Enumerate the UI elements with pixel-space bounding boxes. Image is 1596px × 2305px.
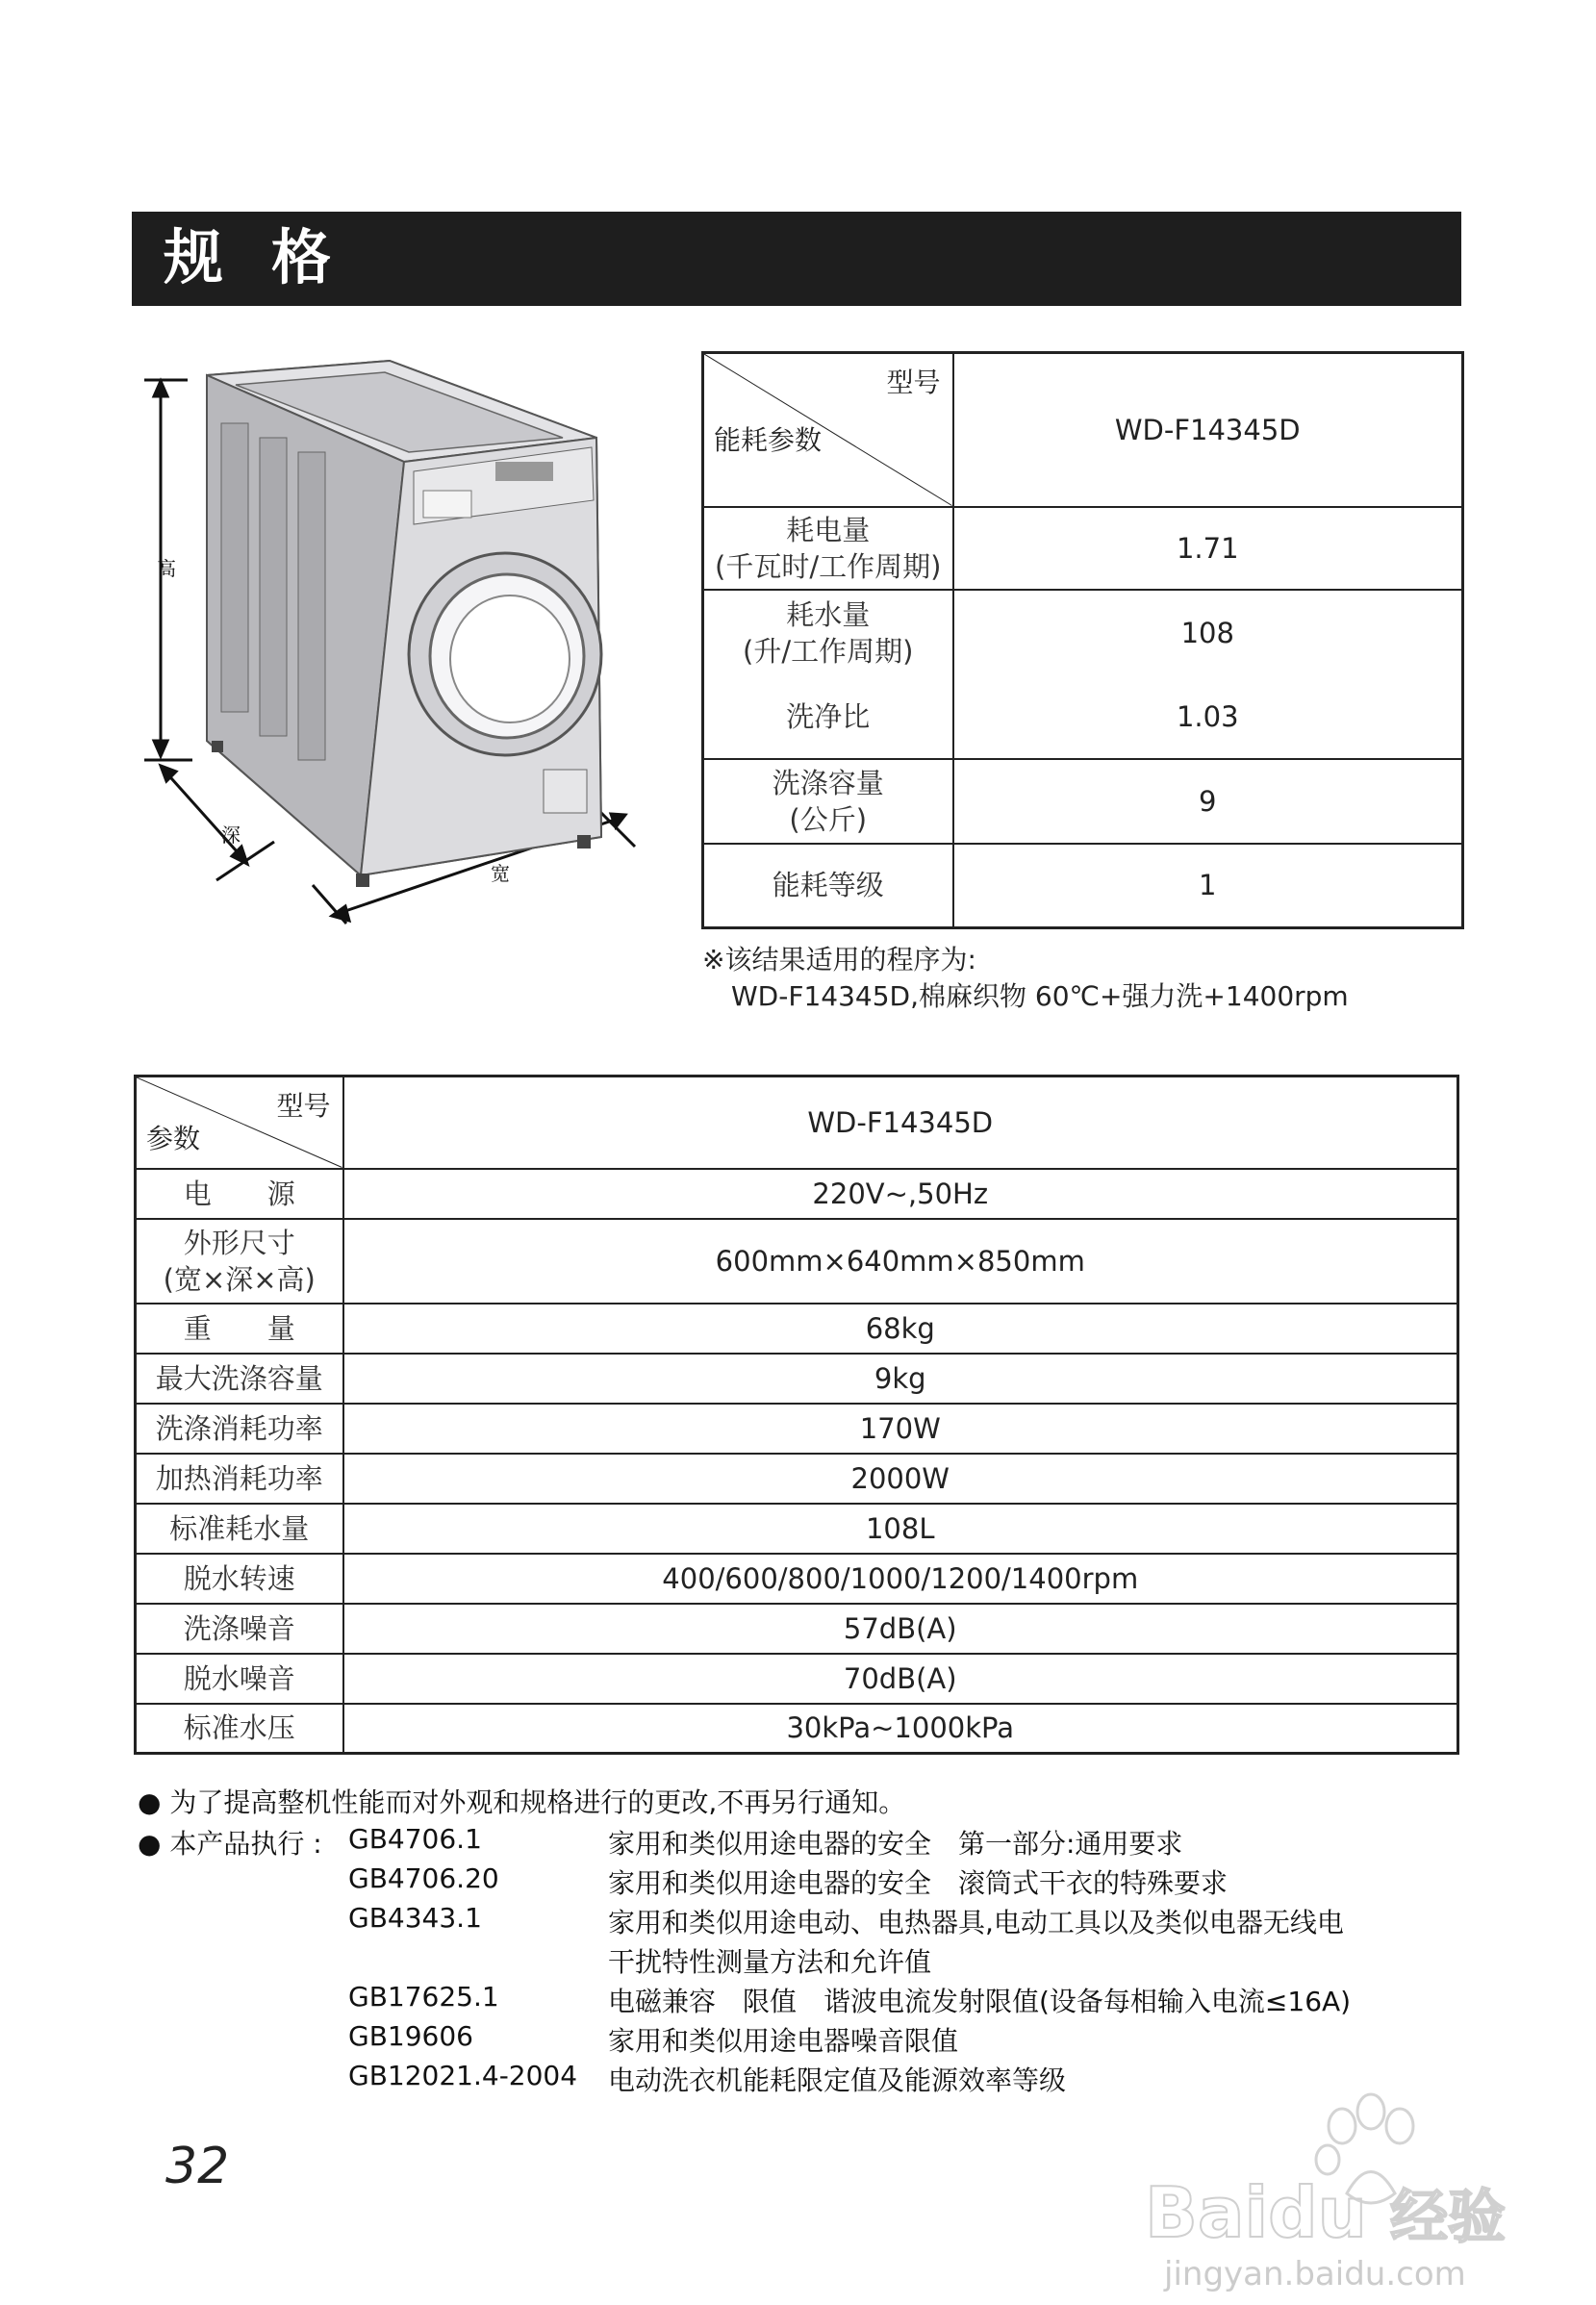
- spec-row-label: 电 源: [136, 1169, 343, 1219]
- standard-desc: 电动洗衣机能耗限定值及能源效率等级: [608, 2064, 1067, 2096]
- spec-row-value: 108L: [343, 1504, 1458, 1554]
- energy-row-value: 1.03: [953, 676, 1463, 759]
- spec-row-value: 9kg: [343, 1354, 1458, 1404]
- spec-row-value: 2000W: [343, 1454, 1458, 1504]
- height-label: 高: [157, 557, 176, 580]
- spec-row-label: 脱水噪音: [136, 1654, 343, 1704]
- energy-row-label: 耗电量 (千瓦时/工作周期): [703, 507, 953, 590]
- spec-row-label: 加热消耗功率: [136, 1454, 343, 1504]
- standard-code: GB12021.4-2004: [348, 2060, 578, 2091]
- spec-row-value: 400/600/800/1000/1200/1400rpm: [343, 1554, 1458, 1604]
- standard-desc: 家用和类似用途电器的安全 第一部分:通用要求: [608, 1828, 1183, 1860]
- standard-desc: 电磁兼容 限值 谐波电流发射限值(设备每相输入电流≤16A): [608, 1986, 1352, 2017]
- corner-model-label: 型号: [886, 367, 941, 398]
- energy-row-value: 9: [953, 759, 1463, 844]
- spec-row-value: 600mm×640mm×850mm: [343, 1219, 1458, 1304]
- energy-note-line2: WD-F14345D,棉麻织物 60℃+强力洗+1400rpm: [731, 980, 1349, 1012]
- energy-table-model: WD-F14345D: [953, 353, 1463, 507]
- energy-table-corner: [703, 353, 953, 507]
- watermark-url: jingyan.baidu.com: [1164, 2255, 1466, 2293]
- standard-desc: 家用和类似用途电动、电热器具,电动工具以及类似电器无线电: [608, 1907, 1344, 1938]
- note-text: 为了提高整机性能而对外观和规格进行的更改,不再另行通知。: [169, 1786, 906, 1818]
- spec-row-label: 重 量: [136, 1304, 343, 1354]
- watermark-brand: Baidu: [1145, 2172, 1367, 2253]
- energy-row-value: 1: [953, 844, 1463, 928]
- spec-row-value: 170W: [343, 1404, 1458, 1454]
- energy-row-label: 洗净比: [703, 676, 953, 759]
- standard-code: GB17625.1: [348, 1981, 499, 2013]
- spec-row-label: 标准水压: [136, 1704, 343, 1754]
- spec-row-label: 标准耗水量: [136, 1504, 343, 1554]
- spec-row-value: 70dB(A): [343, 1654, 1458, 1704]
- spec-row-label: 洗涤消耗功率: [136, 1404, 343, 1454]
- standard-code: GB4706.1: [348, 1823, 482, 1855]
- spec-row-value: 30kPa~1000kPa: [343, 1704, 1458, 1754]
- corner-param-label: 能耗参数: [714, 423, 823, 456]
- energy-row-label: 能耗等级: [703, 844, 953, 928]
- spec-row-label: 外形尺寸 (宽×深×高): [136, 1219, 343, 1304]
- standard-desc: 家用和类似用途电器噪音限值: [608, 2025, 959, 2057]
- energy-row-label: 耗水量 (升/工作周期): [703, 590, 953, 676]
- watermark-product: 经验: [1390, 2184, 1506, 2251]
- section-header: [132, 212, 1461, 306]
- energy-row-label: 洗涤容量 (公斤): [703, 759, 953, 844]
- width-label: 宽: [491, 862, 510, 885]
- baidu-watermark: [1135, 2059, 1539, 2299]
- washer-illustration: [139, 346, 659, 943]
- spec-row-label: 洗涤噪音: [136, 1604, 343, 1654]
- note-bullet-2: [138, 1823, 322, 1862]
- spec-table-model: WD-F14345D: [343, 1077, 1458, 1169]
- spec-row-value: 57dB(A): [343, 1604, 1458, 1654]
- standard-desc: 干扰特性测量方法和允许值: [608, 1946, 932, 1978]
- standard-code: GB4706.20: [348, 1862, 499, 1894]
- standard-desc: 家用和类似用途电器的安全 滚筒式干衣的特殊要求: [608, 1867, 1229, 1899]
- standard-code: GB4343.1: [348, 1902, 482, 1934]
- spec-table: [134, 1075, 1459, 1755]
- spec-row-value: 220V~,50Hz: [343, 1169, 1458, 1219]
- spec-row-label: 脱水转速: [136, 1554, 343, 1604]
- energy-row-value: 108: [953, 590, 1463, 676]
- spec-row-value: 68kg: [343, 1304, 1458, 1354]
- note-bullet-1: [138, 1782, 905, 1820]
- energy-row-value: 1.71: [953, 507, 1463, 590]
- depth-label: 深: [221, 823, 241, 847]
- page-number: 32: [165, 2138, 230, 2195]
- energy-consumption-table: [701, 351, 1464, 929]
- bullet-icon: ●: [138, 1786, 162, 1818]
- spec-row-label: 最大洗涤容量: [136, 1354, 343, 1404]
- standards-label: 本产品执行 :: [169, 1828, 322, 1860]
- bullet-icon: ●: [138, 1828, 162, 1860]
- spec-table-corner: [136, 1077, 343, 1169]
- corner-param-label: 参数: [146, 1122, 201, 1154]
- page-title: 规格: [164, 222, 380, 292]
- corner-model-label: 型号: [276, 1090, 331, 1122]
- energy-note-line1: ※该结果适用的程序为:: [702, 944, 976, 975]
- standard-code: GB19606: [348, 2020, 473, 2052]
